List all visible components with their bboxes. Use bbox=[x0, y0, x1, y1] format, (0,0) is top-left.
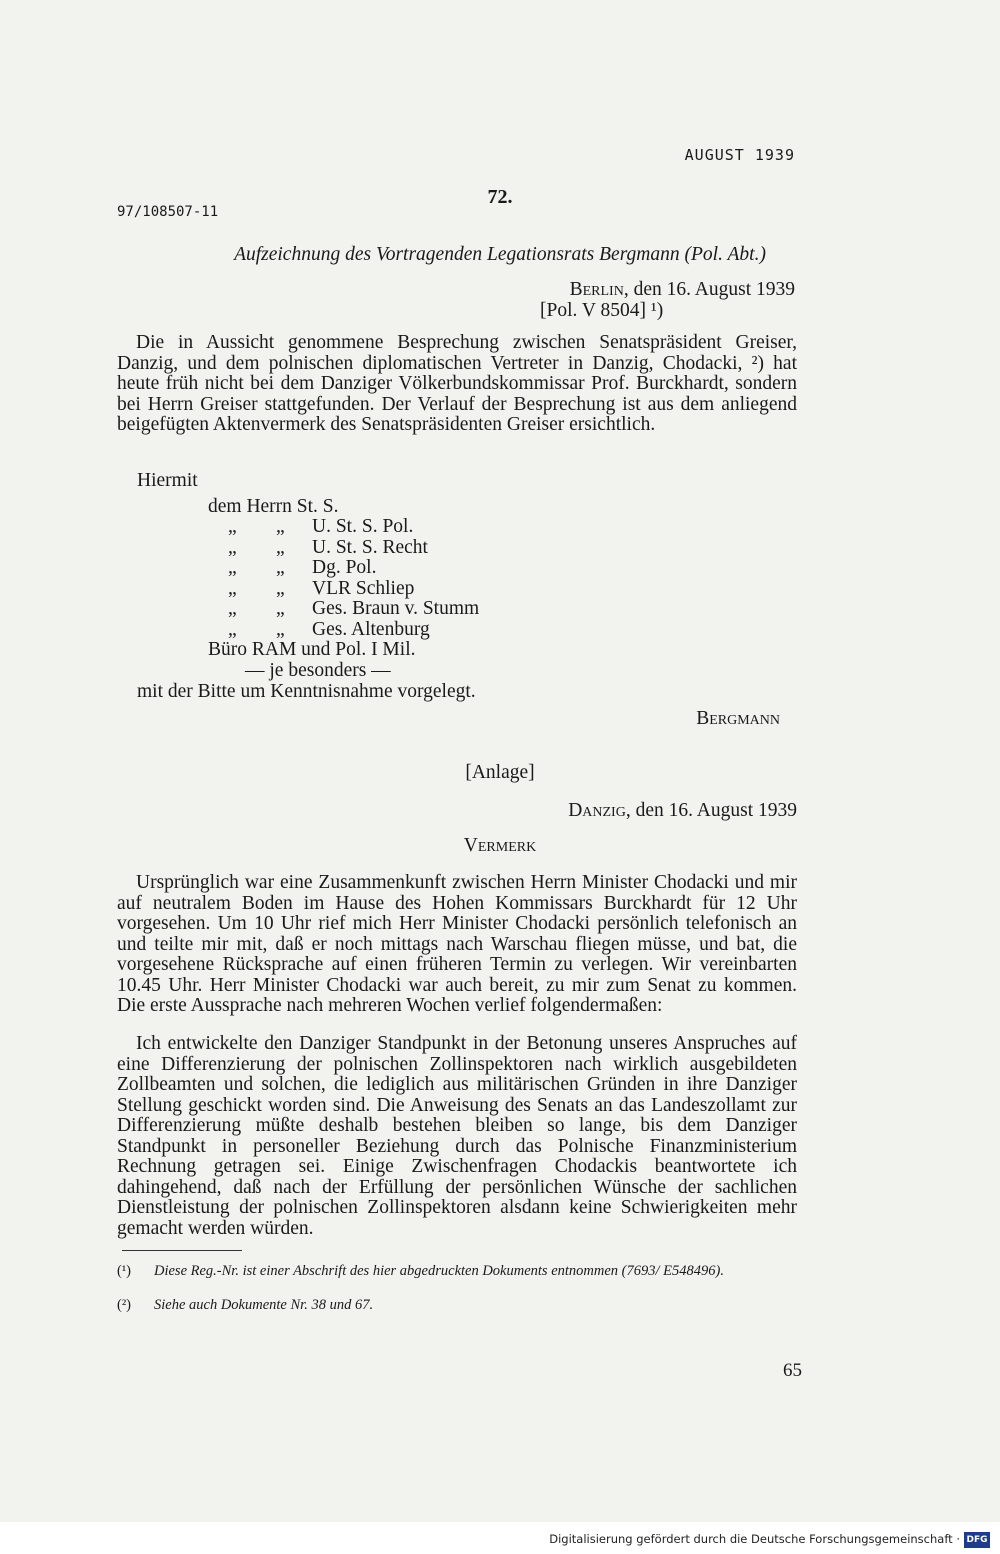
annex-heading: Vermerk bbox=[463, 835, 537, 856]
annex-place-date bbox=[568, 800, 797, 822]
ditto-mark: „ bbox=[228, 598, 237, 619]
ditto-mark: „ bbox=[228, 619, 237, 640]
place-city: Berlin bbox=[569, 279, 624, 300]
distribution-item: U. St. S. Recht bbox=[312, 537, 428, 558]
annex-date: , den 16. August 1939 bbox=[625, 800, 797, 821]
ditto-mark: „ bbox=[276, 598, 285, 619]
footnote-1 bbox=[117, 1264, 797, 1280]
place-date-line bbox=[570, 279, 795, 301]
distribution-first: dem Herrn St. S. bbox=[208, 496, 339, 517]
distribution-item: Dg. Pol. bbox=[312, 557, 377, 578]
ditto-mark: „ bbox=[276, 516, 285, 537]
distribution-item: VLR Schliep bbox=[312, 578, 415, 599]
document-number: 72. bbox=[487, 186, 513, 208]
annex-label: [Anlage] bbox=[465, 762, 535, 783]
ditto-mark: „ bbox=[228, 578, 237, 599]
footnote-number: (²) bbox=[117, 1297, 132, 1313]
ditto-mark: „ bbox=[228, 557, 237, 578]
registry-reference: [Pol. V 8504] ¹) bbox=[540, 300, 664, 321]
annex-city: Danzig bbox=[568, 800, 626, 821]
document-title: Aufzeichnung des Vortragenden Legationsrats Bergmann (Pol. Abt.) bbox=[234, 244, 766, 265]
footnote-text: Siehe auch Dokumente Nr. 38 und 67. bbox=[154, 1297, 374, 1313]
distribution-separately: — je besonders — bbox=[245, 660, 391, 681]
ditto-mark: „ bbox=[276, 578, 285, 599]
footnote-text: Diese Reg.-Nr. ist einer Abschrift des hier abgedruckten Dokuments entnommen (7693/ E548496). bbox=[154, 1263, 724, 1279]
credit-text: Digitalisierung gefördert durch die Deutsche Forschungsgemeinschaft · bbox=[549, 1532, 960, 1546]
ditto-mark: „ bbox=[276, 557, 285, 578]
footnote-rule bbox=[122, 1250, 242, 1251]
page-number: 65 bbox=[783, 1360, 802, 1381]
place-date: , den 16. August 1939 bbox=[623, 279, 795, 300]
annex-paragraph-1: Ursprünglich war eine Zusammenkunft zwischen Herrn Minister Chodacki und mir auf neutralem Boden im Hause des Hohen Kommissars Burckhardt für 12 Uhr vorgesehen. Um 10 Uhr rief mich Herr Minister Chodacki persönlich telefonisch an und teilte mir mit, daß er noch mittags nach Warschau fliegen müsse, und bat, die vorgesehene Rücksprache auf einen früheren Termin zu verlegen. Wir vereinbarten 10.45 Uhr. Herr Minister Chodacki war auch bereit, zu mir zum Senat zu kommen. Die erste Aussprache nach mehreren Wochen verlief folgendermaßen: bbox=[117, 872, 797, 1016]
distribution-intro: Hiermit bbox=[137, 470, 198, 491]
dfg-logo-icon: DFG bbox=[964, 1532, 990, 1548]
distribution-item: Ges. Altenburg bbox=[312, 619, 430, 640]
ditto-mark: „ bbox=[228, 537, 237, 558]
footnote-number: (¹) bbox=[117, 1263, 132, 1279]
credit-bar bbox=[0, 1522, 1000, 1554]
ditto-mark: „ bbox=[276, 619, 285, 640]
distribution-closing: mit der Bitte um Kenntnisnahme vorgelegt. bbox=[137, 681, 476, 702]
ditto-mark: „ bbox=[228, 516, 237, 537]
ditto-mark: „ bbox=[276, 537, 285, 558]
body-paragraph-1: Die in Aussicht genommene Besprechung zwischen Senatspräsident Greiser, Danzig, und dem polnischen diplomatischen Vertreter in Danzig, Chodacki, ²) hat heute früh nicht bei dem Danziger Völkerbundskommissar Prof. Burckhardt, sondern bei Herrn Greiser stattgefunden. Der Verlauf der Besprechung ist aus dem anliegend beigefügten Aktenvermerk des Senatspräsidenten Greiser ersichtlich. bbox=[117, 332, 797, 435]
distribution-item: Ges. Braun v. Stumm bbox=[312, 598, 480, 619]
annex-paragraph-2: Ich entwickelte den Danziger Standpunkt in der Betonung unseres Anspruches auf eine Differenzierung der polnischen Zollinspektoren nach wirklich ausgebildeten Zollbeamten und solchen, die lediglich aus militärischen Gründen in ihre Danziger Stellung geschickt worden sind. Die Anweisung des Senats an das Landeszollamt zur Differenzierung müßte deshalb bestehen bleiben so lange, bis dem Danziger Standpunkt in personeller Beziehung durch das Polnische Finanzministerium Rechnung getragen sei. Einige Zwischenfragen Chodackis beantwortete ich dahingehend, daß nach der Erfüllung der persönlichen Wünsche der sachlichen Dienstleistung der polnischen Zollinspektoren alsdann keine Schwierigkeiten mehr gemacht werden würden. bbox=[117, 1033, 797, 1239]
footnote-2 bbox=[117, 1298, 797, 1314]
running-header: AUGUST 1939 bbox=[684, 146, 795, 164]
distribution-buero: Büro RAM und Pol. I Mil. bbox=[208, 639, 416, 660]
signature: Bergmann bbox=[696, 708, 780, 729]
distribution-item: U. St. S. Pol. bbox=[312, 516, 414, 537]
file-reference: 97/108507-11 bbox=[117, 204, 219, 220]
